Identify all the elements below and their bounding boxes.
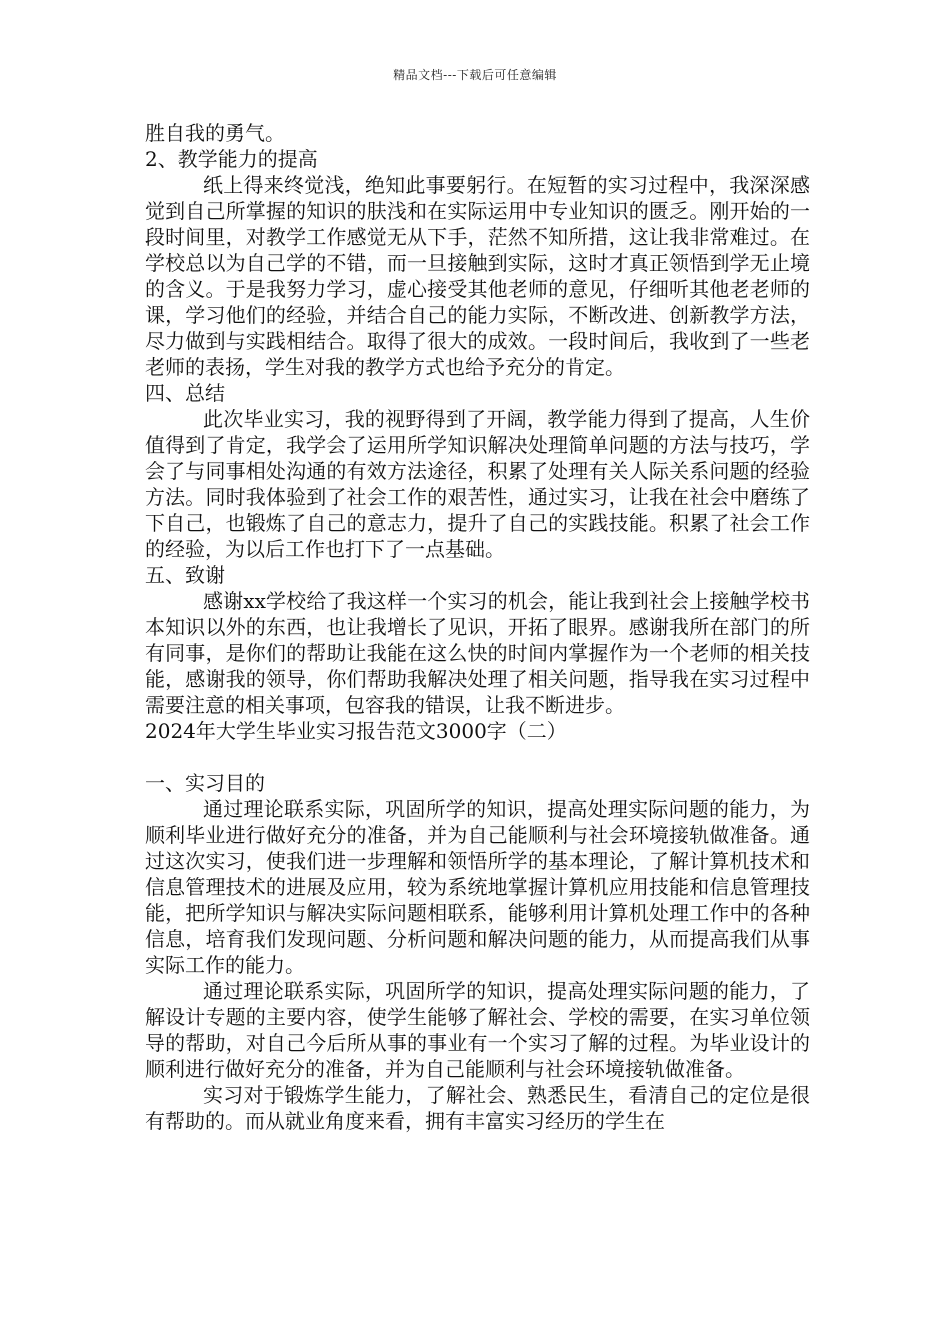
page-header-note: 精品文档---下载后可任意编辑 [393,68,557,82]
continued-text: 胜自我的勇气。 [145,121,285,145]
paragraph-summary: 此次毕业实习，我的视野得到了开阔，教学能力得到了提高，人生价值得到了肯定，我学会了运用所学知识解决处理简单问题的方法与技巧，学会了与同事相处沟通的有效方法途径，积累了处理有关人际关系问题的经验方法。同时我体验到了社会工作的艰苦性，通过实习，让我在社会中磨练了下自己，也锻炼了自己的意志力，提升了自己的实践技能。积累了社会工作的经验，为以后工作也打下了一点基础。 [145,407,810,561]
part-two-title: 2024年大学生毕业实习报告范文3000字（二） [145,719,567,743]
section-heading-thanks: 五、致谢 [145,563,225,587]
paragraph-thanks: 感谢xx学校给了我这样一个实习的机会，能让我到社会上接触学校书本知识以外的东西，也让我增长了见识，开拓了眼界。感谢我所在部门的所有同事，是你们的帮助让我能在这么快的时间内掌握作为一个老师的相关技能，感谢我的领导，你们帮助我解决处理了相关问题，指导我在实习过程中需要注意的相关事项，包容我的错误，让我不断进步。 [145,589,810,717]
paragraph-purpose-1: 通过理论联系实际，巩固所学的知识，提高处理实际问题的能力，为顺利毕业进行做好充分的准备，并为自己能顺利与社会环境接轨做准备。通过这次实习，使我们进一步理解和领悟所学的基本理论，了解计算机技术和信息管理技术的进展及应用，较为系统地掌握计算机应用技能和信息管理技能，把所学知识与解决实际问题相联系，能够利用计算机处理工作中的各种信息，培育我们发现问题、分析问题和解决问题的能力，从而提高我们从事实际工作的能力。 [145,797,810,977]
section-heading-purpose: 一、实习目的 [145,771,265,795]
section-heading-teaching-ability: 2、教学能力的提高 [145,147,318,171]
section-heading-summary: 四、总结 [145,381,225,405]
paragraph-purpose-3: 实习对于锻炼学生能力，了解社会、熟悉民生，看清自己的定位是很有帮助的。而从就业角度来看，拥有丰富实习经历的学生在 [145,1083,810,1133]
blank-line [145,744,810,770]
paragraph-teaching-ability: 纸上得来终觉浅，绝知此事要躬行。在短暂的实习过程中，我深深感觉到自己所掌握的知识的肤浅和在实际运用中专业知识的匮乏。刚开始的一段时间里，对教学工作感觉无从下手，茫然不知所措，这让我非常难过。在学校总以为自己学的不错，而一旦接触到实际，这时才真正领悟到学无止境的含义。于是我努力学习，虚心接受其他老师的意见，仔细听其他老老师的课，学习他们的经验，并结合自己的能力实际，不断改进、创新教学方法，尽力做到与实践相结合。取得了很大的成效。一段时间后，我收到了一些老老师的表扬，学生对我的教学方式也给予充分的肯定。 [145,173,810,379]
paragraph-purpose-2: 通过理论联系实际，巩固所学的知识，提高处理实际问题的能力，了解设计专题的主要内容，使学生能够了解社会、学校的需要，在实习单位领导的帮助，对自己今后所从事的事业有一个实习了解的过程。为毕业设计的顺利进行做好充分的准备，并为自己能顺利与社会环境接轨做准备。 [145,979,810,1081]
document-body [145,120,810,1134]
